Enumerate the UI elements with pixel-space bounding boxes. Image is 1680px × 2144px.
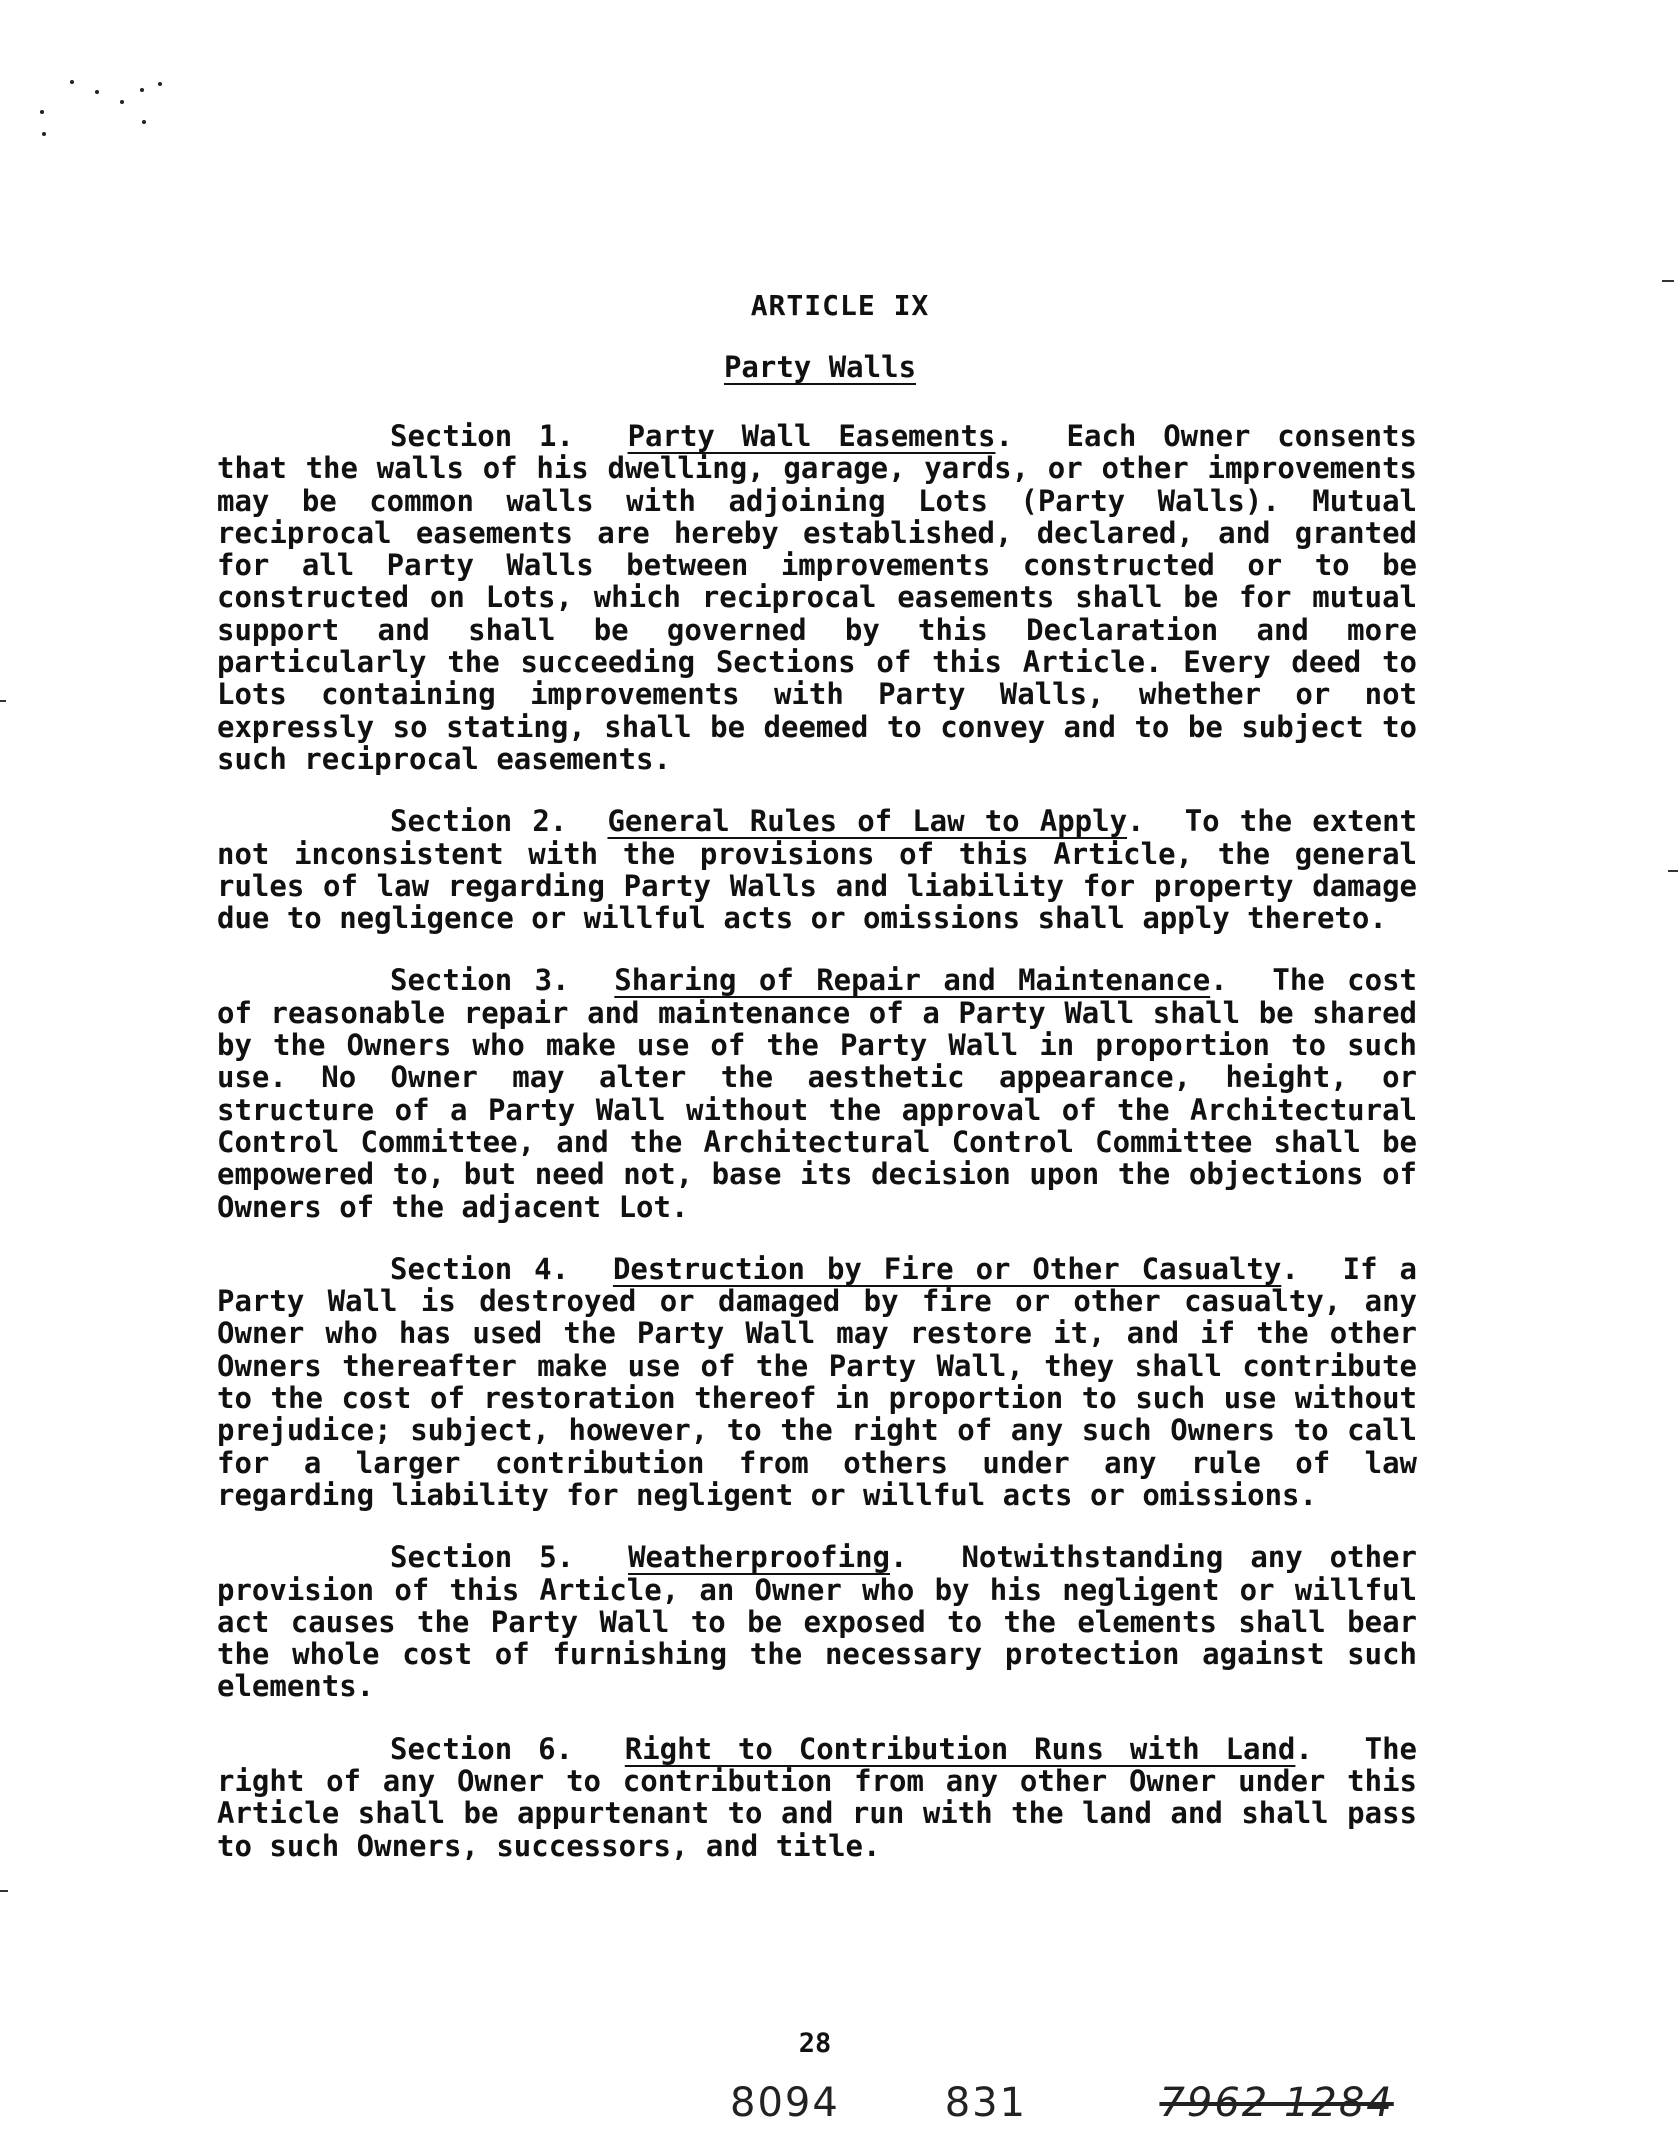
section-6-text: The right of any Owner to contribution from any other Owner under this Article shall be appurtenant to and run with the land and shall pass to such Owners, successors, and title. xyxy=(217,1731,1417,1863)
section-4-paragraph: Section 4. Destruction by Fire or Other Casualty. If a Party Wall is destroyed or damaged by fire or other casualty, any Owner who has used the Party Wall may restore it, and if the other Owners thereafter make use of the Party Wall, they shall contribute to the cost of restoration thereof in proportion to such use without prejudice; subject, however, to the right of any such Owners to call for a larger contribution from others under any rule of law regarding liability for negligent or willful acts or omissions. xyxy=(217,1251,1417,1512)
article-subtitle xyxy=(0,350,1640,384)
section-5-label: Section 5. xyxy=(390,1540,575,1575)
struck-through-number: 7962 1284 xyxy=(1159,2080,1394,2126)
article-subtitle-text: Party Walls xyxy=(723,350,917,384)
section-6-heading: Right to Contribution Runs with Land xyxy=(624,1731,1296,1766)
section-1-label: Section 1. xyxy=(390,419,574,453)
section-3-paragraph: Section 3. Sharing of Repair and Maintenance. The cost of reasonable repair and maintenance of a Party Wall shall be shared by the Owners who make use of the Party Wall in proportion to such use. No Owner may alter the aesthetic appearance, height, or structure of a Party Wall without the approval of the Architectural Control Committee, and the Architectural Control Committee shall be empowered to, but need not, base its decision upon the objections of Owners of the adjacent Lot. xyxy=(217,963,1417,1224)
section-5 xyxy=(217,1541,1417,1702)
section-4-heading: Destruction by Fire or Other Casualty xyxy=(612,1251,1282,1286)
section-4-text: If a Party Wall is destroyed or damaged by fire or other casualty, any Owner who has used the Party Wall may restore it, and if the other Owners thereafter make use of the Party Wall, they shall contribute to the cost of restoration thereof in proportion to such use without prejudice; subject, however, to the right of any such Owners to call for a larger contribution from others under any rule of law regarding liability for negligent or willful acts or omissions. xyxy=(217,1251,1417,1512)
section-6-paragraph: Section 6. Right to Contribution Runs with Land. The right of any Owner to contribution from any other Owner under this Article shall be appurtenant to and run with the land and shall pass to such Owners, successors, and title. xyxy=(217,1731,1417,1863)
right-edge-mark xyxy=(1662,280,1674,282)
section-3-text: The cost of reasonable repair and maintenance of a Party Wall shall be shared by the Owners who make use of the Party Wall in proportion to such use. No Owner may alter the aesthetic appearance, height, or structure of a Party Wall without the approval of the Architectural Control Committee, and the Architectural Control Committee shall be empowered to, but need not, base its decision upon the objections of Owners of the adjacent Lot. xyxy=(217,963,1417,1224)
section-2-text: To the extent not inconsistent with the provisions of this Article, the general rules of law regarding Party Walls and liability for property damage due to negligence or willful acts or omissions shall apply thereto. xyxy=(217,804,1417,936)
section-4-label: Section 4. xyxy=(390,1251,570,1286)
section-2-label: Section 2. xyxy=(390,804,568,839)
section-3-label: Section 3. xyxy=(390,963,570,998)
section-2-heading: General Rules of Law to Apply xyxy=(607,804,1128,839)
scan-specks xyxy=(40,80,200,150)
section-3 xyxy=(217,964,1417,1222)
section-4 xyxy=(217,1253,1417,1511)
section-6-label: Section 6. xyxy=(390,1731,574,1766)
section-6 xyxy=(217,1733,1417,1862)
section-1-heading: Party Wall Easements xyxy=(627,419,996,453)
article-title: ARTICLE IX xyxy=(750,289,930,322)
right-edge-mark-2 xyxy=(1668,870,1678,872)
section-1-text: Each Owner consents that the walls of his dwelling, garage, yards, or other improvements may be common walls with adjoining Lots (Party Walls). Mutual reciprocal easements are hereby established, declared, and granted for all Party Walls between improvements constructed or to be constructed on Lots, which reciprocal easements shall be for mutual support and shall be governed by this Declaration and more particularly the succeeding Sections of this Article. Every deed to Lots containing improvements with Party Walls, whether or not expressly so stating, shall be deemed to convey and to be subject to such reciprocal easements. xyxy=(217,419,1417,776)
article-body xyxy=(217,420,1417,1892)
section-5-paragraph: Section 5. Weatherproofing. Notwithstanding any other provision of this Article, an Owner who by his negligent or willful act causes the Party Wall to be exposed to the elements shall bear the whole cost of furnishing the necessary protection against such elements. xyxy=(217,1540,1417,1704)
page-number: 28 xyxy=(798,2028,832,2059)
section-2-paragraph: Section 2. General Rules of Law to Apply. To the extent not inconsistent with the provisions of this Article, the general rules of law regarding Party Walls and liability for property damage due to negligence or willful acts or omissions shall apply thereto. xyxy=(217,804,1417,936)
section-1-paragraph: Section 1. Party Wall Easements. Each Owner consents that the walls of his dwelling, garage, yards, or other improvements may be common walls with adjoining Lots (Party Walls). Mutual reciprocal easements are hereby established, declared, and granted for all Party Walls between improvements constructed or to be constructed on Lots, which reciprocal easements shall be for mutual support and shall be governed by this Declaration and more particularly the succeeding Sections of this Article. Every deed to Lots containing improvements with Party Walls, whether or not expressly so stating, shall be deemed to convey and to be subject to such reciprocal easements. xyxy=(217,419,1417,776)
left-edge-mark xyxy=(0,700,6,702)
recording-numbers xyxy=(730,2080,1394,2126)
record-page-number: 831 xyxy=(944,2080,1028,2126)
record-book-number: 8094 xyxy=(730,2080,840,2126)
section-5-heading: Weatherproofing xyxy=(628,1540,890,1575)
section-2 xyxy=(217,805,1417,934)
section-3-heading: Sharing of Repair and Maintenance xyxy=(614,963,1211,998)
left-edge-mark-2 xyxy=(0,1890,8,1892)
section-5-text: Notwithstanding any other provision of this Article, an Owner who by his negligent or willful act causes the Party Wall to be exposed to the elements shall bear the whole cost of furnishing the necessary protection against such elements. xyxy=(217,1540,1417,1704)
section-1 xyxy=(217,420,1417,775)
